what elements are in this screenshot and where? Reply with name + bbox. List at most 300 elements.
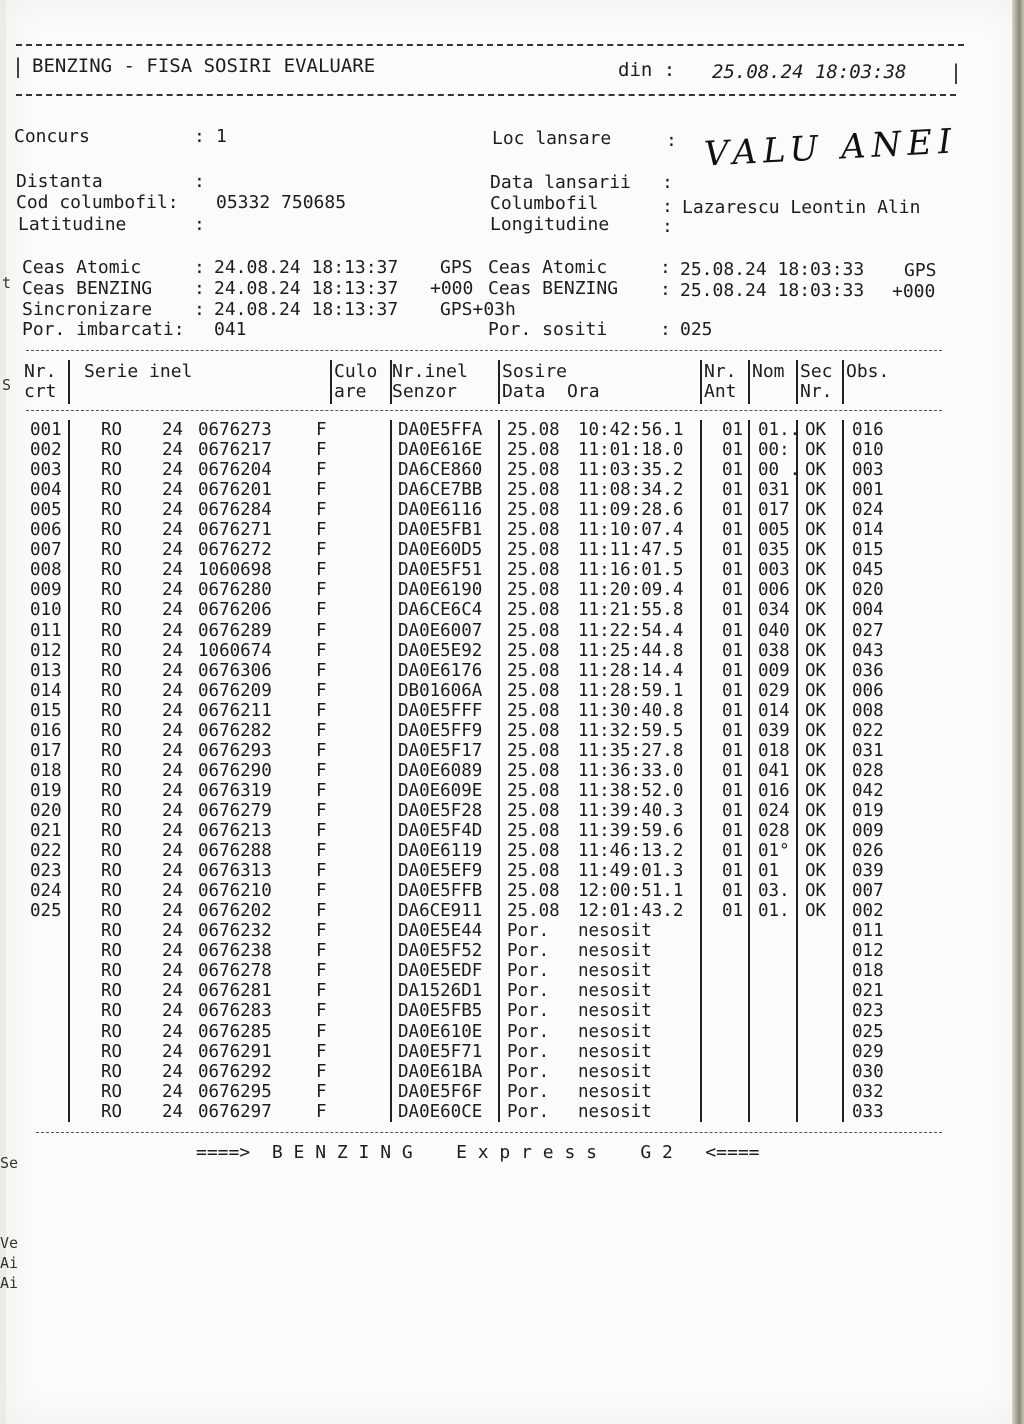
row-sex: F (316, 740, 327, 761)
row-sex: F (316, 961, 327, 982)
row-year: 24 (162, 580, 184, 601)
row-sensor: DA0E5FB5 (398, 1001, 483, 1022)
table-row (6, 460, 1006, 480)
row-obs: 006 (852, 680, 884, 701)
row-sensor: DA0E5FFA (398, 420, 483, 440)
row-sensor: DA0E5F17 (398, 740, 483, 761)
row-year: 24 (162, 520, 184, 541)
row-country: RO (101, 1101, 123, 1122)
row-nom: 029 (758, 680, 790, 701)
row-date: Por. (507, 1101, 550, 1122)
row-country: RO (101, 1001, 123, 1022)
row-antenna: 01 (722, 740, 744, 761)
row-nr: 022 (30, 841, 62, 862)
table-row (6, 1062, 1006, 1082)
row-ring: 0676289 (198, 620, 272, 641)
row-sex: F (316, 420, 327, 440)
data-lansarii-sep: : (662, 172, 673, 193)
row-year: 24 (162, 680, 184, 701)
row-date: Por. (507, 961, 550, 982)
row-sensor: DA0E6119 (398, 841, 483, 862)
row-country: RO (101, 881, 123, 902)
row-obs: 018 (852, 961, 884, 982)
row-time: 11:16:01.5 (578, 560, 684, 581)
row-year: 24 (162, 660, 184, 681)
left-clock-0-suffix: GPS (440, 257, 473, 278)
row-year: 24 (162, 821, 184, 841)
row-date: 25.08 (507, 480, 560, 501)
row-ring: 0676209 (198, 680, 272, 701)
row-nom: 028 (758, 821, 790, 841)
row-year: 24 (162, 460, 184, 481)
row-date: 25.08 (507, 460, 560, 481)
row-year: 24 (162, 800, 184, 821)
row-ring: 0676306 (198, 660, 272, 681)
row-country: RO (101, 821, 123, 841)
row-year: 24 (162, 420, 184, 440)
row-country: RO (101, 460, 123, 481)
row-time: 11:11:47.5 (578, 540, 684, 561)
row-year: 24 (162, 941, 184, 962)
row-antenna: 01 (722, 841, 744, 862)
row-time: 11:39:40.3 (578, 800, 684, 821)
margin-fragment: Ai (0, 1274, 19, 1292)
row-time: 11:30:40.8 (578, 700, 684, 721)
row-time: 11:39:59.6 (578, 821, 684, 841)
table-row (6, 741, 1006, 761)
row-time: nesosit (578, 1041, 652, 1062)
table-row (6, 641, 1006, 661)
table-row (6, 821, 1006, 841)
row-nom: 038 (758, 640, 790, 661)
margin-fragment: S (2, 376, 12, 394)
row-country: RO (101, 720, 123, 741)
row-sensor: DA0E6190 (398, 580, 483, 601)
row-ring: 1060698 (198, 560, 272, 581)
row-obs: 033 (852, 1101, 884, 1122)
row-sec: OK (805, 420, 827, 440)
row-ring: 0676293 (198, 740, 272, 761)
row-year: 24 (162, 1101, 184, 1122)
row-sex: F (316, 1021, 327, 1042)
row-antenna: 01 (722, 520, 744, 541)
row-year: 24 (162, 700, 184, 721)
row-sec: OK (805, 620, 827, 641)
row-date: 25.08 (507, 560, 560, 581)
row-antenna: 01 (722, 420, 744, 440)
row-nr: 004 (30, 480, 62, 501)
table-row (6, 921, 1006, 941)
row-sex: F (316, 580, 327, 601)
table-row (6, 901, 1006, 921)
row-nom: 00 . (758, 460, 801, 481)
row-country: RO (101, 800, 123, 821)
left-clock-1-label: Ceas BENZING (22, 278, 153, 299)
row-year: 24 (162, 1081, 184, 1102)
row-ring: 0676297 (198, 1101, 272, 1122)
left-clock-1-suffix: +000 (430, 278, 474, 299)
row-sensor: DA6CE911 (398, 901, 483, 922)
row-obs: 014 (852, 520, 884, 541)
row-obs: 031 (852, 740, 884, 761)
row-obs: 009 (852, 821, 884, 841)
row-ring: 0676292 (198, 1061, 272, 1082)
row-sec: OK (805, 540, 827, 561)
col-sep (68, 360, 70, 404)
table-row (6, 1001, 1006, 1021)
row-nr: 005 (30, 500, 62, 521)
table-header-rule (26, 410, 942, 411)
row-year: 24 (162, 560, 184, 581)
row-nom: 039 (758, 720, 790, 741)
table-row (6, 480, 1006, 500)
row-sex: F (316, 540, 327, 561)
row-sensor: DA0E6089 (398, 760, 483, 781)
row-nr: 010 (30, 600, 62, 621)
left-clock-0-sep: : (194, 257, 205, 278)
row-sex: F (316, 760, 327, 781)
row-obs: 032 (852, 1081, 884, 1102)
row-sensor: DA0E5F51 (398, 560, 483, 581)
table-row (6, 801, 1006, 821)
row-date: Por. (507, 921, 550, 942)
row-time: nesosit (578, 1001, 652, 1022)
col-sep (498, 360, 500, 404)
row-nom: 006 (758, 580, 790, 601)
row-date: 25.08 (507, 881, 560, 902)
row-nr: 018 (30, 760, 62, 781)
row-sensor: DA0E609E (398, 780, 483, 801)
row-nr: 003 (30, 460, 62, 481)
row-time: 11:10:07.4 (578, 520, 684, 541)
row-year: 24 (162, 921, 184, 942)
row-date: 25.08 (507, 520, 560, 541)
sositi-sep: : (660, 319, 671, 340)
row-nr: 006 (30, 520, 62, 541)
col-ant-header-bottom: Ant (704, 381, 737, 402)
row-year: 24 (162, 981, 184, 1002)
col-nr-header-top: Nr. (24, 361, 57, 382)
row-date: 25.08 (507, 660, 560, 681)
row-nr: 007 (30, 540, 62, 561)
page-edge (1012, 0, 1024, 1424)
col-sec-header-top: Sec (800, 361, 833, 382)
row-country: RO (101, 1021, 123, 1042)
row-sensor: DA0E5EF9 (398, 861, 483, 882)
row-sex: F (316, 981, 327, 1002)
row-obs: 036 (852, 660, 884, 681)
row-sex: F (316, 1001, 327, 1022)
row-sensor: DA0E5E44 (398, 921, 483, 942)
col-inel-header-top: Nr.inel (392, 361, 468, 382)
row-country: RO (101, 760, 123, 781)
row-year: 24 (162, 740, 184, 761)
margin-fragment: Se (0, 1154, 19, 1172)
row-nom: 040 (758, 620, 790, 641)
row-sex: F (316, 881, 327, 902)
left-clock-2-suffix: GPS+03h (440, 299, 516, 320)
row-ring: 0676280 (198, 580, 272, 601)
table-row (6, 600, 1006, 620)
row-nr: 012 (30, 640, 62, 661)
row-obs: 001 (852, 480, 884, 501)
row-country: RO (101, 560, 123, 581)
table-row (6, 721, 1006, 741)
row-sec: OK (805, 600, 827, 621)
table-row (6, 781, 1006, 801)
row-ring: 0676217 (198, 440, 272, 461)
row-time: 12:00:51.1 (578, 881, 684, 902)
table-row (6, 961, 1006, 981)
data-lansarii-label: Data lansarii (490, 172, 631, 193)
row-year: 24 (162, 500, 184, 521)
row-time: 11:28:14.4 (578, 660, 684, 681)
row-date: 25.08 (507, 901, 560, 922)
row-date: 25.08 (507, 640, 560, 661)
row-year: 24 (162, 1021, 184, 1042)
row-antenna: 01 (722, 760, 744, 781)
table-row (6, 861, 1006, 881)
col-nr-header-bottom: crt (24, 381, 57, 402)
row-sensor: DA6CE6C4 (398, 600, 483, 621)
row-nom: 041 (758, 760, 790, 781)
row-obs: 019 (852, 800, 884, 821)
col-sep (700, 360, 702, 404)
row-sec: OK (805, 780, 827, 801)
row-obs: 008 (852, 700, 884, 721)
row-sex: F (316, 800, 327, 821)
row-date: Por. (507, 1081, 550, 1102)
col-sosire-header-bottom: Data Ora (502, 381, 600, 402)
row-nr: 002 (30, 440, 62, 461)
row-year: 24 (162, 640, 184, 661)
row-time: 11:08:34.2 (578, 480, 684, 501)
row-sensor: DA0E5FFB (398, 881, 483, 902)
row-year: 24 (162, 1061, 184, 1082)
latitudine-sep: : (194, 214, 205, 235)
table-row (6, 761, 1006, 781)
row-year: 24 (162, 540, 184, 561)
row-sec: OK (805, 440, 827, 461)
row-nom: 01 (758, 861, 780, 882)
row-time: 11:25:44.8 (578, 640, 684, 661)
table-row (6, 841, 1006, 861)
right-clock-0-suffix: GPS (904, 260, 937, 281)
row-year: 24 (162, 440, 184, 461)
row-sensor: DA0E5FFF (398, 700, 483, 721)
row-sec: OK (805, 480, 827, 501)
row-sensor: DA0E5FF9 (398, 720, 483, 741)
table-row (6, 500, 1006, 520)
col-culoare-header-top: Culo (334, 361, 378, 382)
row-sensor: DA0E5F6F (398, 1081, 483, 1102)
row-sensor: DA1526D1 (398, 981, 483, 1002)
row-sec: OK (805, 580, 827, 601)
row-nom: 01.. (758, 420, 801, 440)
row-obs: 022 (852, 720, 884, 741)
row-time: 11:46:13.2 (578, 841, 684, 862)
row-date: 25.08 (507, 580, 560, 601)
col-ant-header-top: Nr. (704, 361, 737, 382)
row-country: RO (101, 520, 123, 541)
row-ring: 0676283 (198, 1001, 272, 1022)
row-obs: 042 (852, 780, 884, 801)
row-sex: F (316, 1081, 327, 1102)
row-sex: F (316, 1041, 327, 1062)
row-sensor: DA6CE860 (398, 460, 483, 481)
row-nom: 035 (758, 540, 790, 561)
row-year: 24 (162, 760, 184, 781)
row-ring: 1060674 (198, 640, 272, 661)
row-obs: 003 (852, 460, 884, 481)
right-clock-1-value: 25.08.24 18:03:33 (680, 280, 865, 301)
cod-columbofil-label: Cod columbofil: (16, 192, 179, 213)
row-date: 25.08 (507, 760, 560, 781)
row-ring: 0676202 (198, 901, 272, 922)
margin-fragment: Ve (0, 1234, 19, 1252)
row-sex: F (316, 941, 327, 962)
row-nom: 014 (758, 700, 790, 721)
sositi-label: Por. sositi (488, 319, 608, 340)
row-country: RO (101, 861, 123, 882)
row-nr: 020 (30, 800, 62, 821)
row-ring: 0676278 (198, 961, 272, 982)
row-nr: 013 (30, 660, 62, 681)
row-sex: F (316, 680, 327, 701)
row-year: 24 (162, 1041, 184, 1062)
right-clock-1-label: Ceas BENZING (488, 278, 619, 299)
row-date: 25.08 (507, 861, 560, 882)
col-sosire-header-top: Sosire (502, 361, 568, 382)
row-time: 11:21:55.8 (578, 600, 684, 621)
table-row (6, 1022, 1006, 1042)
row-time: 11:03:35.2 (578, 460, 684, 481)
row-sec: OK (805, 841, 827, 862)
row-obs: 021 (852, 981, 884, 1002)
sositi-value: 025 (680, 319, 713, 340)
row-antenna: 01 (722, 780, 744, 801)
row-date: Por. (507, 1001, 550, 1022)
table-row (6, 981, 1006, 1001)
row-nom: 018 (758, 740, 790, 761)
col-serie-header: Serie inel (84, 361, 193, 382)
row-obs: 025 (852, 1021, 884, 1042)
row-sex: F (316, 780, 327, 801)
footer-brand: ====> B E N Z I N G E x p r e s s G 2 <==== (196, 1142, 760, 1163)
row-antenna: 01 (722, 700, 744, 721)
row-obs: 043 (852, 640, 884, 661)
din-label: din : (618, 59, 676, 81)
row-ring: 0676279 (198, 800, 272, 821)
row-time: 10:42:56.1 (578, 420, 684, 440)
imbarcati-label: Por. imbarcati: (22, 319, 185, 340)
table-row (6, 941, 1006, 961)
row-obs: 023 (852, 1001, 884, 1022)
right-clock-0-label: Ceas Atomic (488, 257, 608, 278)
row-sex: F (316, 700, 327, 721)
row-date: 25.08 (507, 600, 560, 621)
concurs-label: Concurs (14, 126, 90, 147)
row-country: RO (101, 981, 123, 1002)
concurs-sep: : (194, 126, 205, 147)
col-sep (796, 360, 798, 404)
row-obs: 002 (852, 901, 884, 922)
row-sensor: DA6CE7BB (398, 480, 483, 501)
row-nom: 009 (758, 660, 790, 681)
row-sensor: DA0E6176 (398, 660, 483, 681)
row-country: RO (101, 1061, 123, 1082)
row-sensor: DA0E5F71 (398, 1041, 483, 1062)
row-date: 25.08 (507, 841, 560, 862)
row-ring: 0676288 (198, 841, 272, 862)
row-year: 24 (162, 901, 184, 922)
imbarcati-value: 041 (214, 319, 247, 340)
row-sensor: DA0E5F28 (398, 800, 483, 821)
row-sec: OK (805, 821, 827, 841)
row-time: 12:01:43.2 (578, 901, 684, 922)
row-date: Por. (507, 1061, 550, 1082)
row-sensor: DB01606A (398, 680, 483, 701)
row-sex: F (316, 480, 327, 501)
row-sensor: DA0E5EDF (398, 961, 483, 982)
row-nr: 021 (30, 821, 62, 841)
row-nr: 008 (30, 560, 62, 581)
row-year: 24 (162, 841, 184, 862)
columbofil-value: Lazarescu Leontin Alin (682, 197, 921, 218)
right-clock-1-suffix: +000 (892, 281, 936, 302)
row-time: 11:09:28.6 (578, 500, 684, 521)
col-nom-header: Nom (752, 361, 785, 382)
row-obs: 028 (852, 760, 884, 781)
row-obs: 020 (852, 580, 884, 601)
row-time: 11:20:09.4 (578, 580, 684, 601)
table-row (6, 1102, 1006, 1122)
row-sex: F (316, 720, 327, 741)
row-country: RO (101, 620, 123, 641)
table-row (6, 560, 1006, 580)
row-sensor: DA0E5F4D (398, 821, 483, 841)
row-nr: 017 (30, 740, 62, 761)
row-antenna: 01 (722, 660, 744, 681)
row-date: 25.08 (507, 780, 560, 801)
row-obs: 024 (852, 500, 884, 521)
col-sec-header-bottom: Nr. (800, 381, 833, 402)
row-nr: 001 (30, 420, 62, 440)
row-time: 11:32:59.5 (578, 720, 684, 741)
latitudine-label: Latitudine (18, 214, 127, 235)
row-time: 11:36:33.0 (578, 760, 684, 781)
row-country: RO (101, 841, 123, 862)
right-clock-0-sep: : (660, 257, 671, 278)
row-time: nesosit (578, 981, 652, 1002)
cod-columbofil-value: 05332 750685 (216, 192, 347, 213)
row-sex: F (316, 921, 327, 942)
row-country: RO (101, 1041, 123, 1062)
header-right-bar: | (950, 60, 963, 84)
row-sex: F (316, 600, 327, 621)
distanta-sep: : (194, 171, 205, 192)
row-date: Por. (507, 981, 550, 1002)
row-ring: 0676271 (198, 520, 272, 541)
row-date: 25.08 (507, 680, 560, 701)
row-ring: 0676282 (198, 720, 272, 741)
row-ring: 0676213 (198, 821, 272, 841)
row-date: 25.08 (507, 740, 560, 761)
row-time: 11:22:54.4 (578, 620, 684, 641)
row-nr: 016 (30, 720, 62, 741)
row-country: RO (101, 921, 123, 942)
row-sec: OK (805, 901, 827, 922)
